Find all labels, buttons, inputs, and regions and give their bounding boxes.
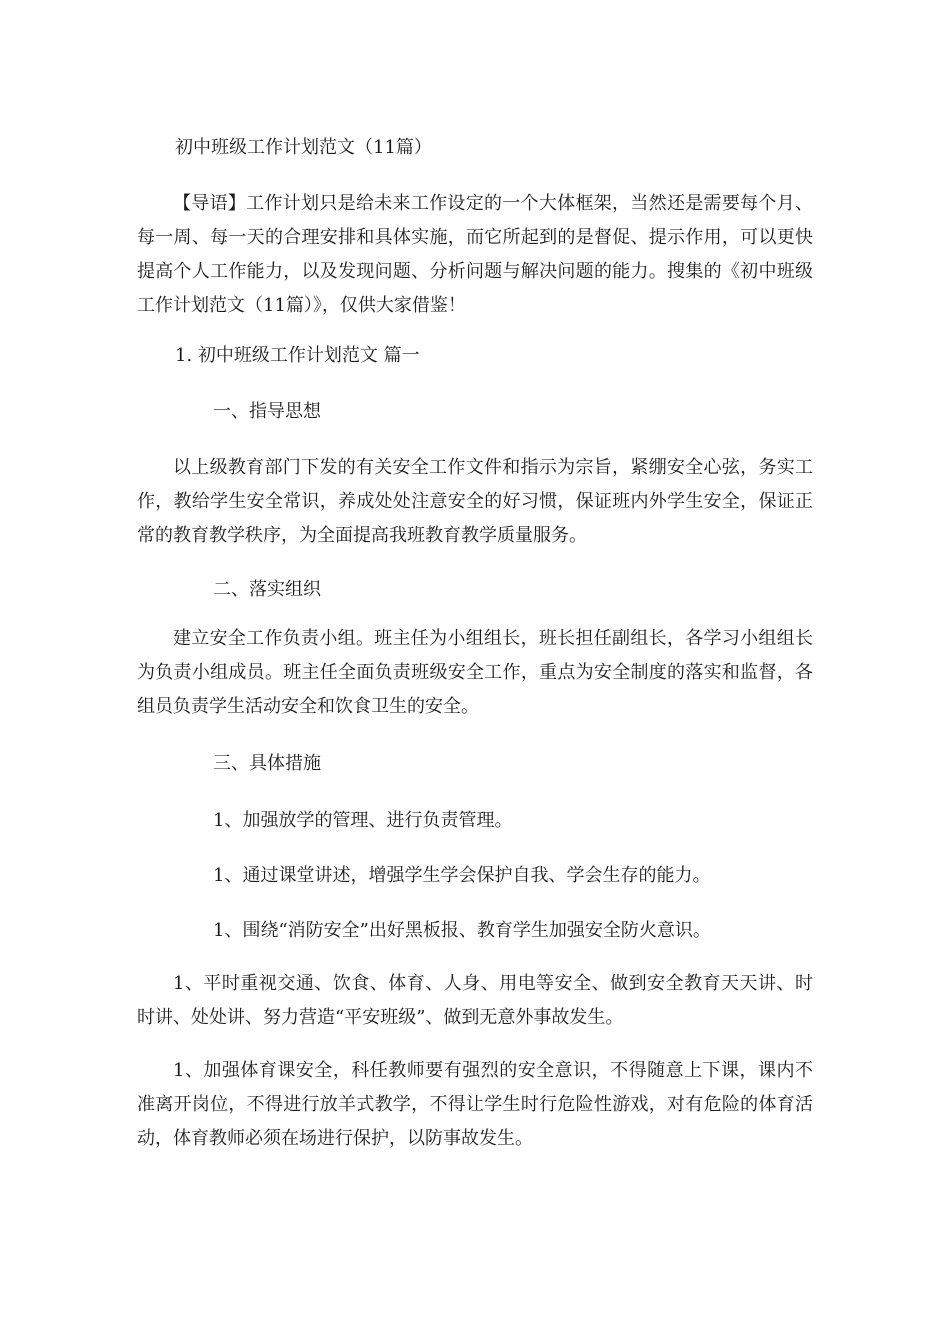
subheading-measures: 三、具体措施 <box>213 753 321 774</box>
measure-item: 1、加强体育课安全，科任教师要有强烈的安全意识，不得随意上下课，课内不准离开岗位，不得进行放羊式教学，不得让学生时行危险性游戏，对有危险的体育活动，体育教师必须在场进行保护，以防事故发生。 <box>137 1060 813 1149</box>
subheading-organization: 二、落实组织 <box>213 579 321 600</box>
section-heading: 1. 初中班级工作计划范文 篇一 <box>175 345 420 366</box>
measure-item: 1、通过课堂讲述，增强学生学会保护自我、学会生存的能力。 <box>213 865 711 886</box>
measure-item: 1、围绕“消防安全”出好黑板报、教育学生加强安全防火意识。 <box>213 920 711 941</box>
measure-item: 1、加强放学的管理、进行负责管理。 <box>213 810 513 831</box>
intro-paragraph: 【导语】工作计划只是给未来工作设定的一个大体框架，当然还是需要每个月、每一周、每一天的合理安排和具体实施，而它所起到的是督促、提示作用，可以更快提高个人工作能力，以及发现问题、分析问题与解决问题的能力。搜集的《初中班级工作计划范文（11篇）》，仅供大家借鉴！ <box>137 193 813 316</box>
measure-item: 1、平时重视交通、饮食、体育、人身、用电等安全、做到安全教育天天讲、时时讲、处处讲、努力营造“平安班级”、做到无意外事故发生。 <box>137 973 813 1028</box>
document-title: 初中班级工作计划范文（11篇） <box>175 137 432 158</box>
subheading-guiding-ideology: 一、指导思想 <box>213 401 321 422</box>
paragraph-guiding-ideology: 以上级教育部门下发的有关安全工作文件和指示为宗旨，紧绷安全心弦，务实工作，教给学生安全常识，养成处处注意安全的好习惯，保证班内外学生安全，保证正常的教育教学秩序，为全面提高我班教育教学质量服务。 <box>137 457 813 546</box>
paragraph-organization: 建立安全工作负责小组。班主任为小组组长，班长担任副组长，各学习小组组长为负责小组成员。班主任全面负责班级安全工作，重点为安全制度的落实和监督，各组员负责学生活动安全和饮食卫生的安全。 <box>137 628 813 717</box>
